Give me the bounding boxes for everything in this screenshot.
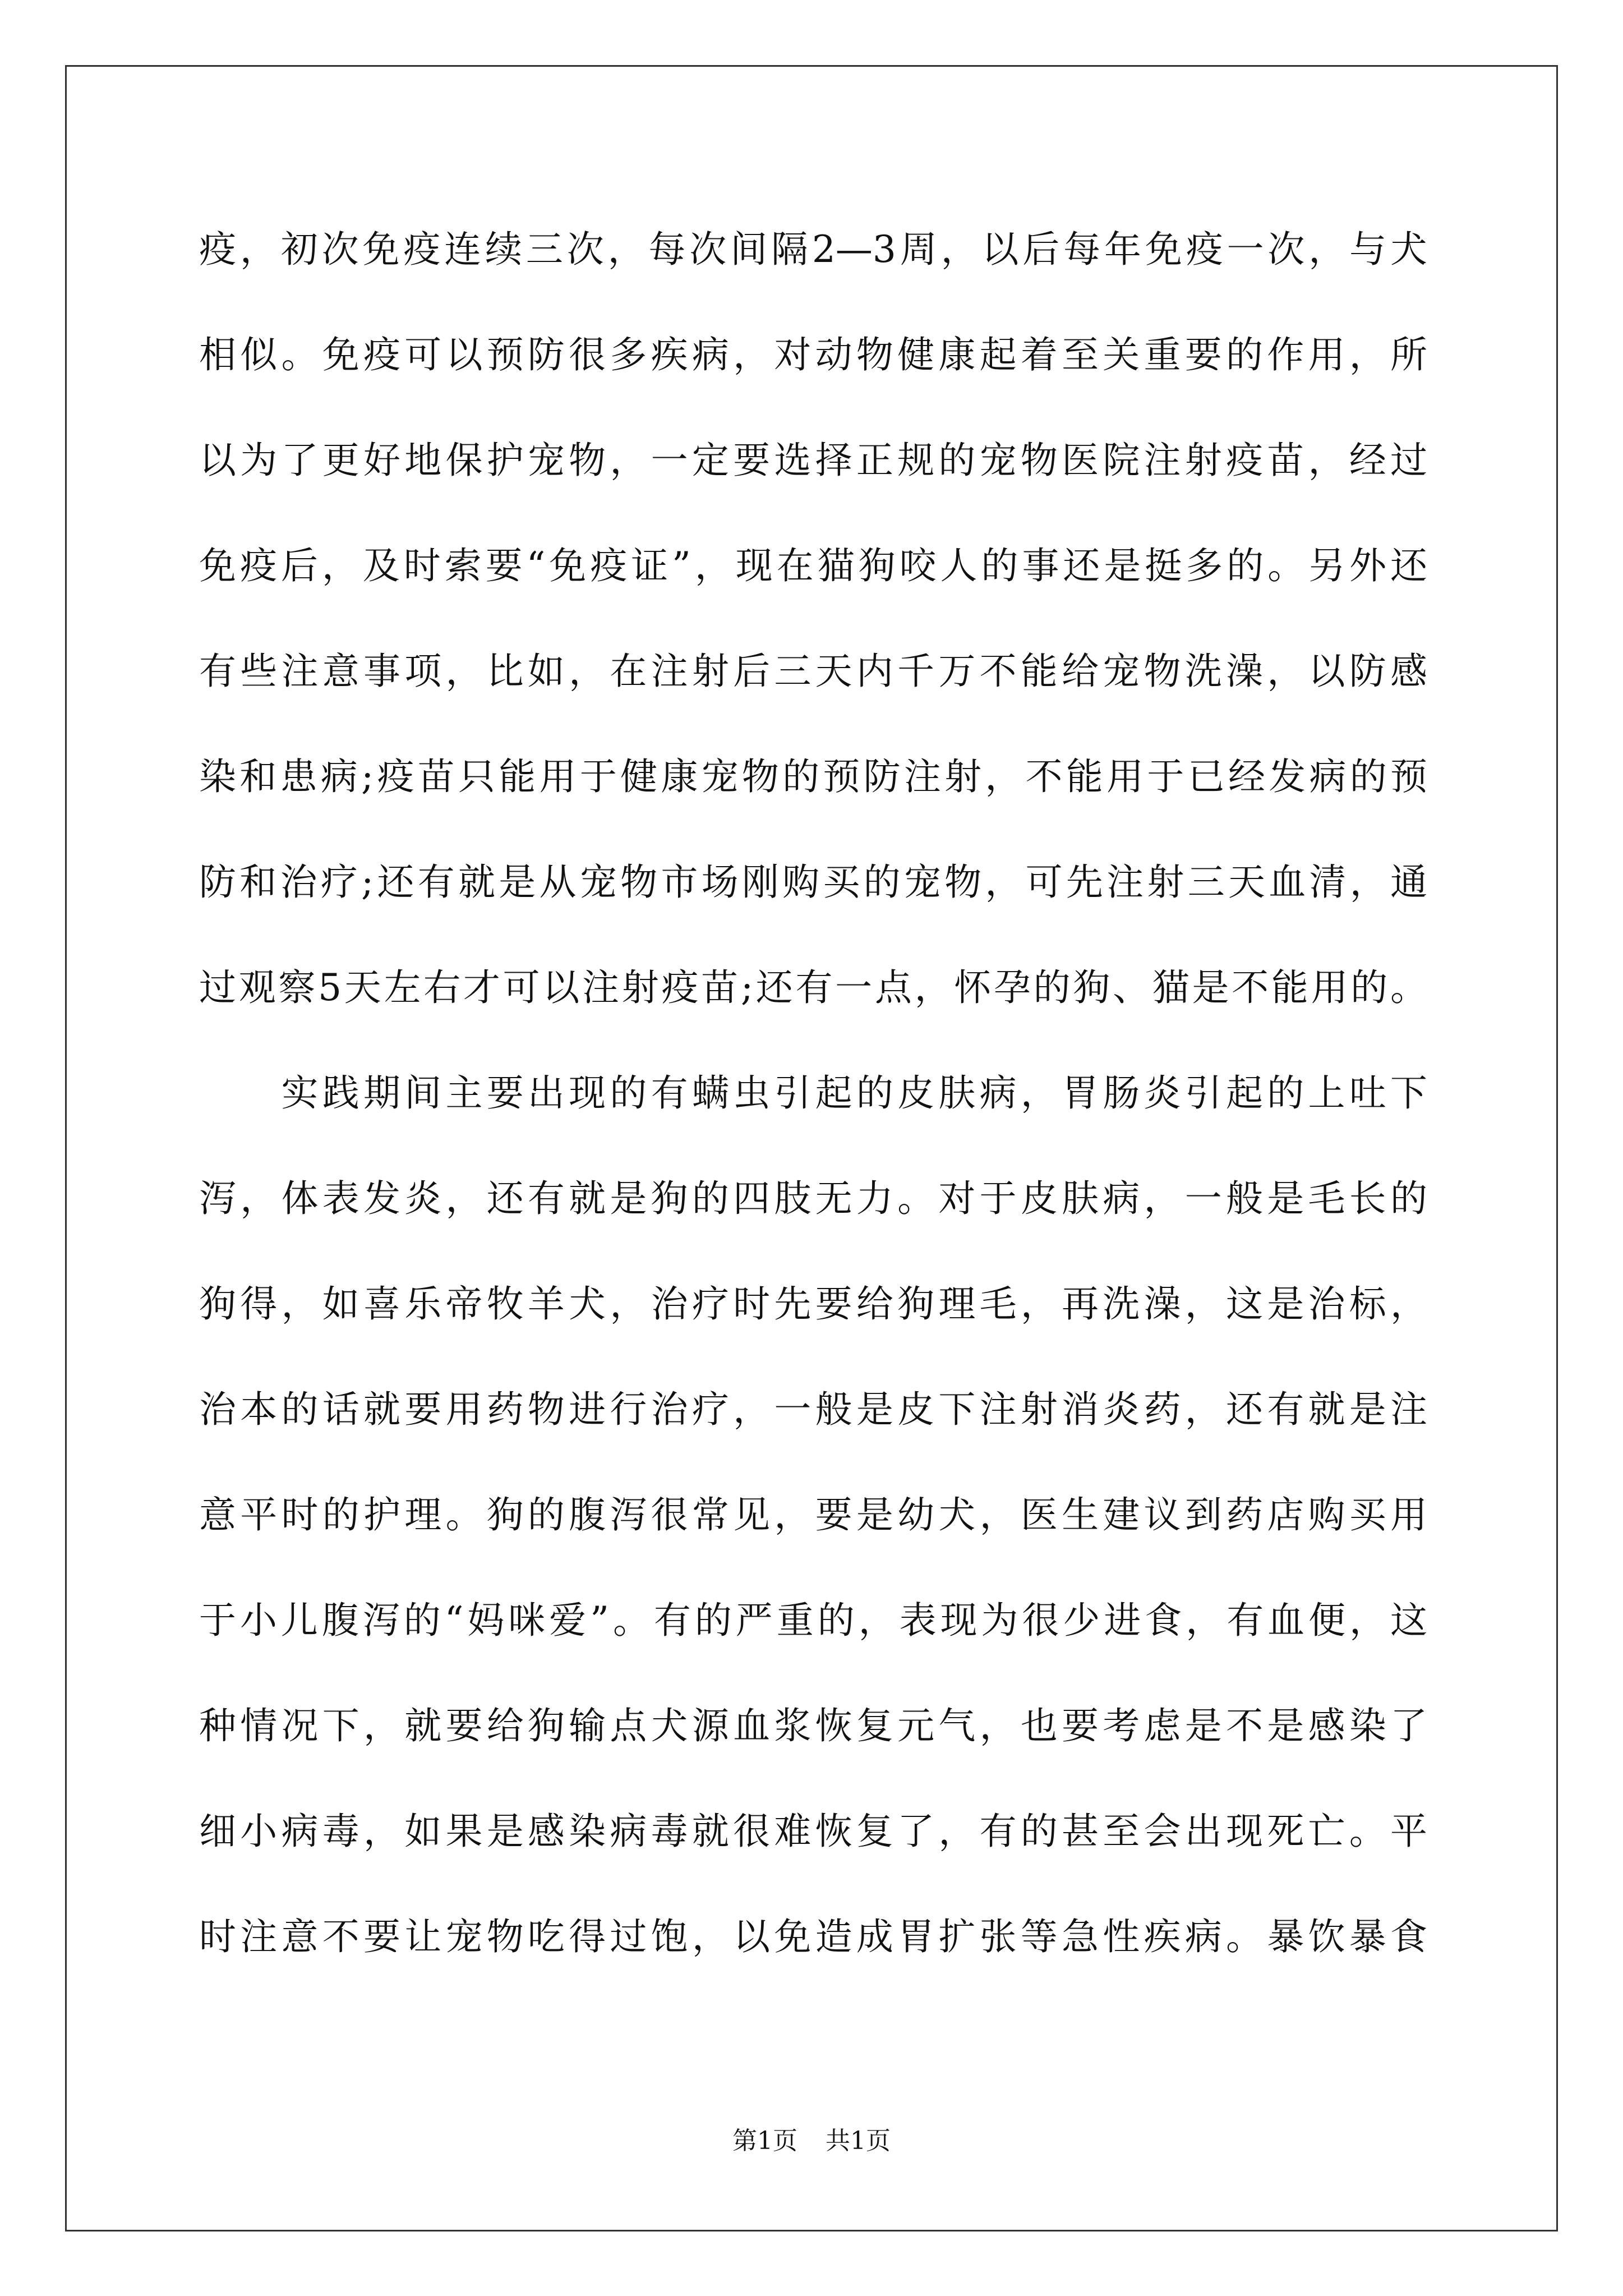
text-line: 狗得，如喜乐帝牧羊犬，治疗时先要给狗理毛，再洗澡，这是治标， xyxy=(199,1282,1427,1326)
text-line: 细小病毒，如果是感染病毒就很难恢复了，有的甚至会出现死亡。平 xyxy=(199,1810,1427,1853)
text-line: 时注意不要让宠物吃得过饱，以免造成胃扩张等急性疾病。暴饮暴食 xyxy=(199,1915,1427,1958)
text-line: 染和患病;疫苗只能用于健康宠物的预防注射，不能用于已经发病的预 xyxy=(199,755,1427,798)
text-line: 有些注意事项，比如，在注射后三天内千万不能给宠物洗澡，以防感 xyxy=(199,650,1427,693)
text-line: 种情况下，就要给狗输点犬源血浆恢复元气，也要考虑是不是感染了 xyxy=(199,1704,1427,1747)
document-body xyxy=(199,208,1427,2000)
page-footer xyxy=(0,2120,1623,2156)
text-line: 以为了更好地保护宠物，一定要选择正规的宠物医院注射疫苗，经过 xyxy=(199,439,1427,482)
text-line: 相似。免疫可以预防很多疾病，对动物健康起着至关重要的作用，所 xyxy=(199,333,1427,376)
text-line: 意平时的护理。狗的腹泻很常见，要是幼犬，医生建议到药店购买用 xyxy=(199,1493,1427,1536)
text-line: 疫，初次免疫连续三次，每次间隔2—3周，以后每年免疫一次，与犬 xyxy=(199,228,1427,271)
page-total: 共1页 xyxy=(826,2127,891,2155)
text-line: 泻，体表发炎，还有就是狗的四肢无力。对于皮肤病，一般是毛长的 xyxy=(199,1177,1427,1220)
text-line: 治本的话就要用药物进行治疗，一般是皮下注射消炎药，还有就是注 xyxy=(199,1388,1427,1431)
paragraph-start-line: 实践期间主要出现的有螨虫引起的皮肤病，胃肠炎引起的上吐下 xyxy=(199,1071,1427,1115)
text-line: 免疫后，及时索要“免疫证”，现在猫狗咬人的事还是挺多的。另外还 xyxy=(199,544,1427,587)
text-line: 防和治疗;还有就是从宠物市场刚购买的宠物，可先注射三天血清，通 xyxy=(199,861,1427,904)
text-line: 于小儿腹泻的“妈咪爱”。有的严重的，表现为很少进食，有血便，这 xyxy=(199,1599,1427,1642)
page-number: 第1页 xyxy=(732,2127,797,2155)
text-line: 过观察5天左右才可以注射疫苗;还有一点，怀孕的狗、猫是不能用的。 xyxy=(199,966,1427,1009)
